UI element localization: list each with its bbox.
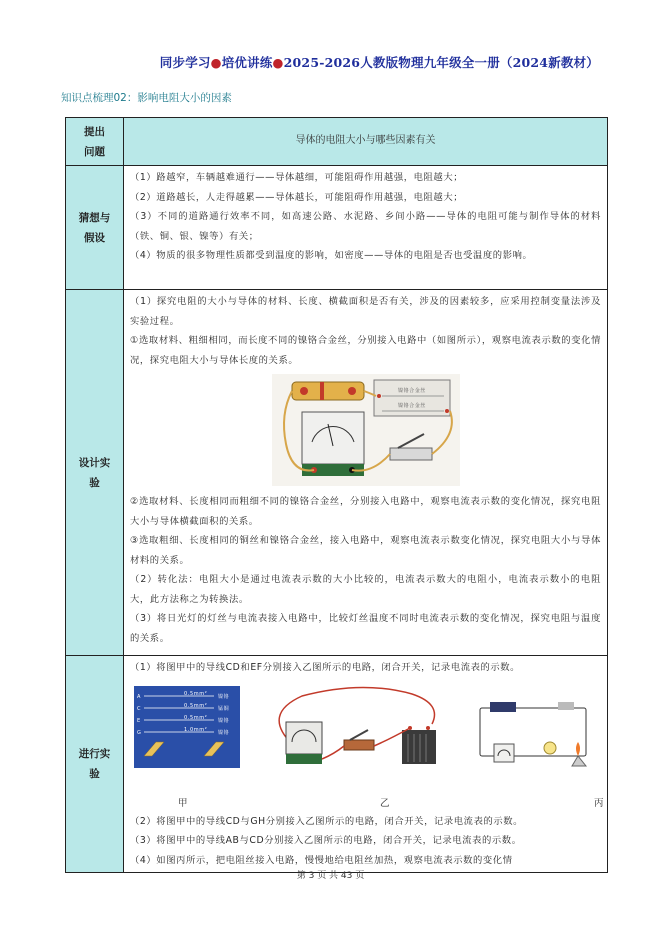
switch-icon [558, 702, 574, 710]
board-label: 镍铬合金丝 [397, 388, 426, 394]
caption-yi: 乙 [380, 797, 391, 809]
hypothesis-item: （3）不同的道路通行效率不同，如高速公路、水泥路、乡间小路——导体的电阻可能与制作导体的材料（铁、铜、银、镍等）有关； [130, 211, 601, 242]
wire-material: 镍铬 [218, 717, 230, 724]
battery-box-icon [402, 726, 436, 764]
row-label-question [66, 118, 124, 166]
procedure-step: （1）将图甲中的导线CD和EF分别接入乙图所示的电路，闭合开关，记录电流表的示数。 [130, 662, 521, 673]
wire-spec: 0.5mm² [184, 702, 208, 709]
procedure-step: （4）如图丙所示，把电阻丝接入电路，慢慢地给电阻丝加热，观察电流表示数的变化情 [130, 854, 513, 866]
wire-board-icon [374, 380, 450, 416]
caption-jia: 甲 [178, 797, 189, 809]
label-line: 猜想与 [78, 211, 111, 224]
board-label: 镍铬合金丝 [397, 403, 426, 409]
row-label-procedure [66, 656, 124, 873]
ammeter-icon [286, 722, 322, 764]
procedure-step: （2）将图甲中的导线CD与GH分别接入乙图所示的电路，闭合开关，记录电流表的示数。 [130, 815, 524, 827]
table-row [66, 166, 608, 290]
figure-jia [134, 686, 240, 768]
switch-icon [344, 730, 374, 750]
hypothesis-cell [124, 166, 608, 290]
wire-material: 锰铜 [218, 705, 230, 712]
alcohol-lamp-icon [572, 742, 586, 766]
procedure-cell [124, 656, 608, 873]
design-step: ②选取材料、长度相同而粗细不同的镍铬合金丝，分别接入电路中，观察电流表示数的变化情况，探究电阻大小与导体横截面积的关系。 [130, 496, 601, 527]
design-step: （3）将日光灯的灯丝与电流表接入电路中，比较灯丝温度不同时电流表示数的变化情况，探究电阻与温度的关系。 [130, 613, 601, 644]
figure-yi [262, 684, 452, 770]
question-text: 导体的电阻大小与哪些因素有关 [295, 135, 436, 146]
figure-bing [468, 686, 600, 768]
design-step: ①选取材料、粗细相同，而长度不同的镍铬合金丝，分别接入电路中（如图所示），观察电流表示数的变化情况，探究电阻大小与导体长度的关系。 [130, 335, 601, 366]
label-line: 假设 [84, 231, 105, 244]
label-line: 验 [89, 476, 100, 489]
bullet-dot-icon: ● [272, 55, 284, 70]
page-header [160, 53, 599, 71]
wire-material: 镍铬 [218, 693, 230, 700]
ammeter-icon [494, 744, 514, 762]
page-footer: 第 3 页 共 43 页 [296, 871, 365, 881]
procedure-figures [130, 682, 601, 792]
bulb-icon [544, 742, 556, 754]
row-label-design [66, 290, 124, 656]
wire-end-label: E [137, 717, 141, 724]
procedure-step: （3）将图甲中的导线AB与CD分别接入乙图所示的电路，闭合开关，记录电流表的示数。 [130, 835, 522, 846]
table-row [66, 290, 608, 656]
hypothesis-item: （4）物质的很多物理性质都受到温度的影响，如密度——导体的电阻是否也受温度的影响。 [130, 250, 533, 261]
label-line: 进行实 [78, 748, 111, 760]
caption-bing: 丙 [594, 797, 605, 809]
wire-end-label: A [137, 693, 142, 700]
label-line: 提出 [84, 125, 105, 138]
row-label-hypothesis [66, 166, 124, 290]
hypothesis-item: （2）道路越长，人走得越累——导体越长，可能阻碍作用越强，电阻越大； [130, 191, 464, 203]
label-line: 设计实 [78, 456, 111, 469]
wire-spec: 0.5mm² [184, 714, 208, 721]
battery-icon [292, 382, 364, 400]
design-intro: （1）探究电阻的大小与导体的材料、长度、横截面积是否有关，涉及的因素较多，应采用控制变量法涉及实验过程。 [130, 296, 601, 327]
wire-end-label: C [137, 705, 142, 712]
label-line: 验 [89, 768, 100, 780]
hypothesis-item: （1）路越窄，车辆越难通行——导体越细，可能阻碍作用越强，电阻越大； [130, 172, 464, 183]
question-cell [124, 118, 608, 166]
design-cell [124, 290, 608, 656]
figure-captions [130, 792, 605, 812]
header-part3: 2025-2026人教版物理九年级全一册（2024新教材） [283, 55, 599, 70]
wire-end-label: G [137, 729, 142, 736]
battery-icon [490, 702, 516, 712]
section-title: 知识点梳理02：影响电阻大小的因素 [61, 92, 232, 104]
header-part1: 同步学习 [159, 55, 211, 70]
table-row [66, 118, 608, 166]
design-step: （2）转化法：电阻大小是通过电流表示数的大小比较的，电流表示数大的电阻小，电流表示数小的电阻大，此方法称之为转换法。 [130, 574, 601, 605]
header-part2: 培优讲练 [221, 55, 273, 70]
knowledge-table [65, 117, 608, 873]
table-row [66, 656, 608, 873]
design-step: ③选取粗细、长度相同的铜丝和镍铬合金丝，接入电路中，观察电流表示数变化情况，探究电阻大小与导体材料的关系。 [130, 535, 601, 566]
circuit-figure [272, 374, 460, 486]
wire-spec: 1.0mm² [184, 726, 208, 733]
wire-spec: 0.5mm² [184, 690, 208, 697]
bullet-dot-icon: ● [210, 55, 222, 70]
ammeter-icon [302, 412, 364, 476]
wire-material: 镍铬 [218, 729, 230, 736]
label-line: 问题 [84, 145, 105, 158]
